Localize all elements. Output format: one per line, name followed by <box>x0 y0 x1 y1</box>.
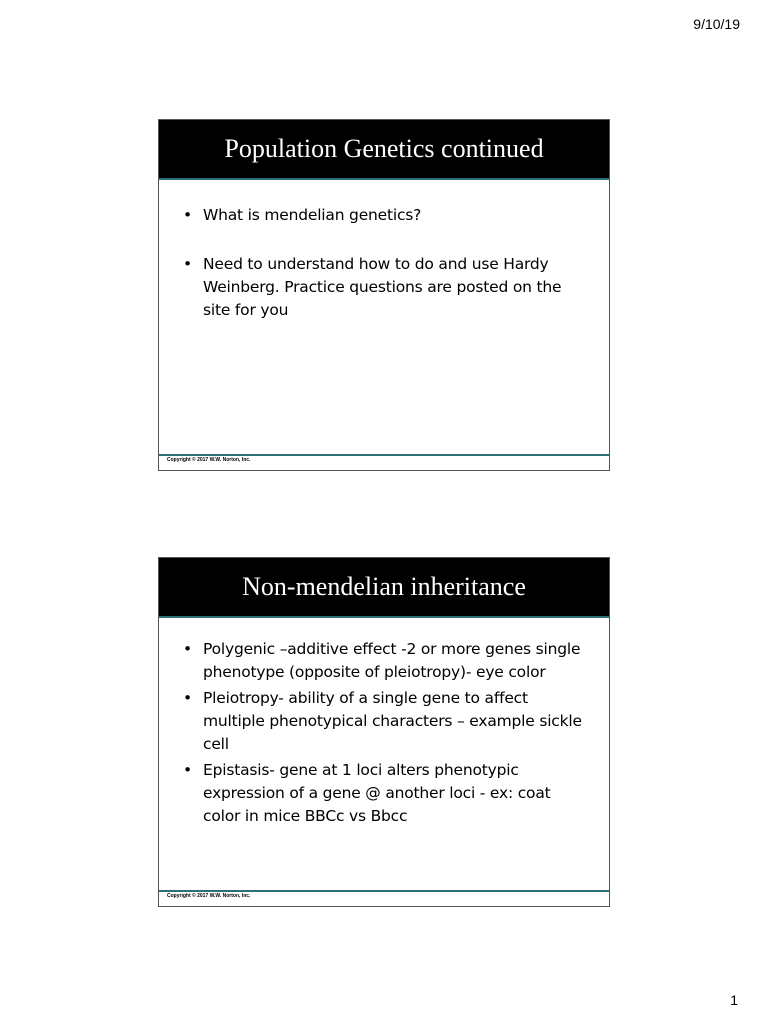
bullet-list <box>181 638 583 831</box>
page-number: 1 <box>730 992 738 1008</box>
copyright-notice: Copyright © 2017 W.W. Norton, Inc. <box>167 457 251 463</box>
bullet-item: • Polygenic –additive effect -2 or more genes single phenotype (opposite of pleiotropy)- eye color <box>181 638 583 684</box>
slide-header <box>159 558 609 618</box>
slide-non-mendelian-inheritance <box>158 557 610 907</box>
bullet-item: • Need to understand how to do and use Hardy Weinberg. Practice questions are posted on the site for you <box>181 253 583 322</box>
bullet-item: • What is mendelian genetics? <box>181 204 583 227</box>
bullet-list <box>181 204 583 348</box>
bullet-item: • Pleiotropy- ability of a single gene to affect multiple phenotypical characters – example sickle cell <box>181 687 583 756</box>
page-date: 9/10/19 <box>693 16 740 32</box>
slide-population-genetics <box>158 119 610 471</box>
slide-footer <box>159 890 609 906</box>
copyright-notice: Copyright © 2017 W.W. Norton, Inc. <box>167 893 251 899</box>
slide-footer <box>159 454 609 470</box>
bullet-item: • Epistasis- gene at 1 loci alters phenotypic expression of a gene @ another loci - ex: coat color in mice BBCc vs Bbcc <box>181 759 583 828</box>
slide-header <box>159 120 609 180</box>
slide-title: Non-mendelian inheritance <box>242 572 526 601</box>
slide-title: Population Genetics continued <box>224 134 544 163</box>
